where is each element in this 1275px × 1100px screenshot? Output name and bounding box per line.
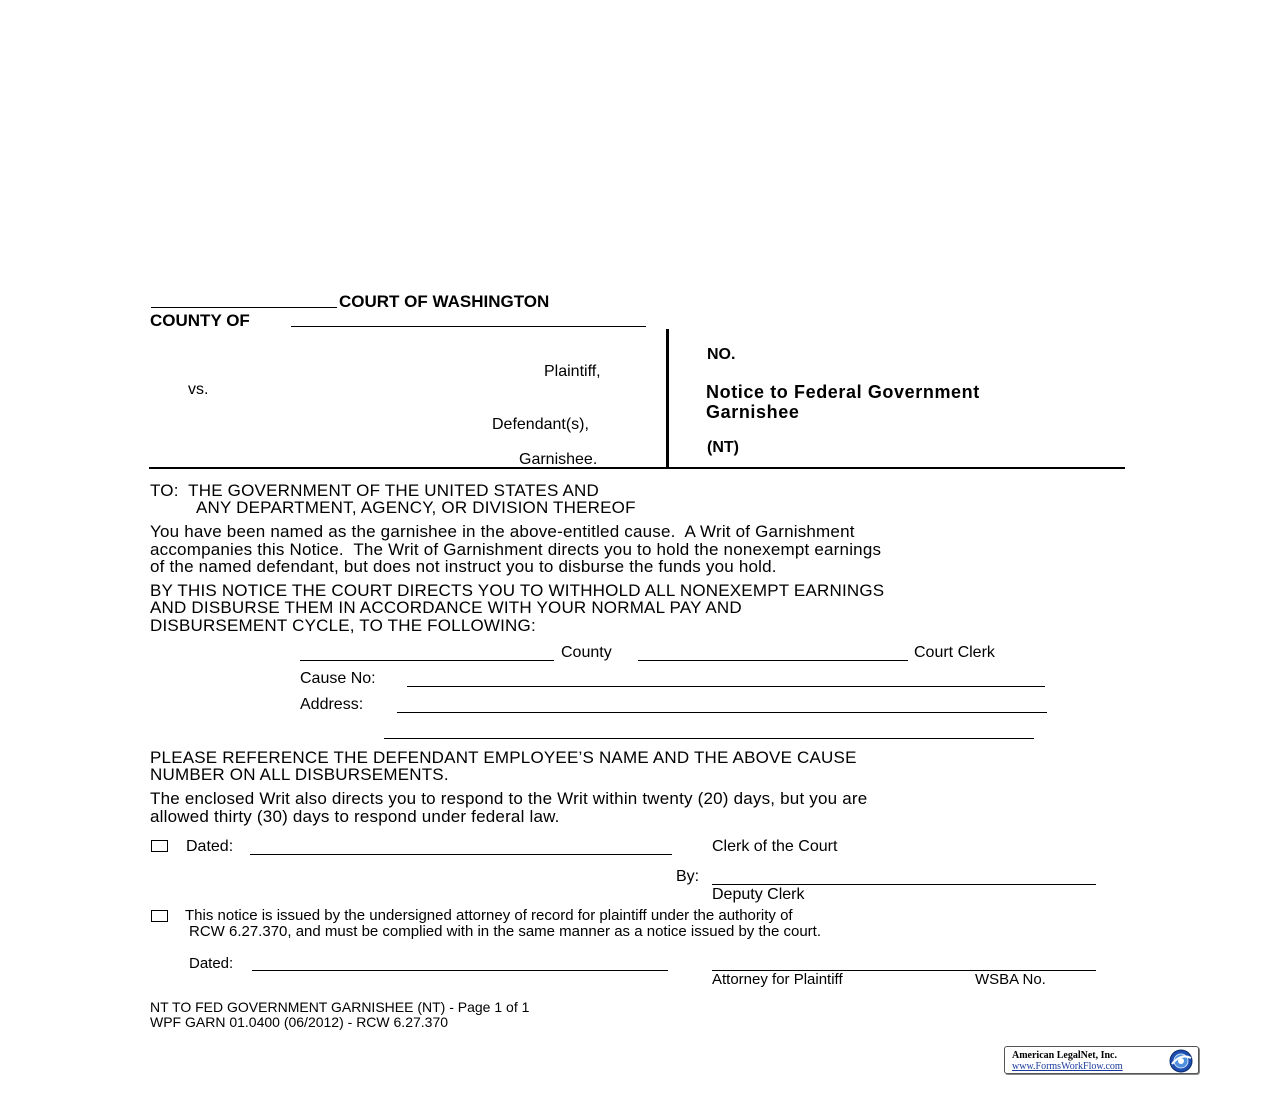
logo-website-link[interactable]: www.FormsWorkFlow.com <box>1012 1061 1123 1072</box>
attorney-dated-blank[interactable] <box>252 970 668 971</box>
globe-icon <box>1168 1048 1194 1074</box>
document-title-line1: Notice to Federal Government <box>706 382 980 402</box>
wsba-no-label: WSBA No. <box>975 971 1046 988</box>
plaintiff-label: Plaintiff, <box>544 363 601 380</box>
payee-clerk-blank[interactable] <box>638 660 908 661</box>
cause-no-label: Cause No: <box>300 670 376 687</box>
clerk-dated-label: Dated: <box>186 838 234 855</box>
para2-line3: DISBURSEMENT CYCLE, TO THE FOLLOWING: <box>150 616 536 635</box>
document-code: (NT) <box>707 439 739 456</box>
attorney-dated-label: Dated: <box>189 955 234 972</box>
case-number-label: NO. <box>707 346 736 363</box>
attorney-notice-line1: This notice is issued by the undersigned attorney of record for plaintiff under the authority of <box>185 907 793 924</box>
county-label: COUNTY OF <box>150 311 250 330</box>
deputy-clerk-label: Deputy Clerk <box>712 886 805 903</box>
caption-bottom-rule <box>149 467 1125 469</box>
address-blank-2[interactable] <box>384 738 1034 739</box>
attorney-issued-checkbox[interactable] <box>151 910 168 922</box>
para2-line1: BY THIS NOTICE THE COURT DIRECTS YOU TO WITHHOLD ALL NONEXEMPT EARNINGS <box>150 581 885 600</box>
document-title-line2: Garnishee <box>706 402 800 422</box>
cause-no-blank[interactable] <box>407 686 1045 687</box>
american-legalnet-logo[interactable] <box>1004 1046 1199 1074</box>
deputy-signature-blank[interactable] <box>712 884 1096 885</box>
address-blank-1[interactable] <box>397 712 1047 713</box>
logo-company-name: American LegalNet, Inc. <box>1012 1050 1117 1061</box>
para1-line3: of the named defendant, but does not instruct you to disburse the funds you hold. <box>150 557 777 576</box>
garnishee-label: Garnishee. <box>519 451 598 468</box>
para3-line2: NUMBER ON ALL DISBURSEMENTS. <box>150 765 449 784</box>
address-label: Address: <box>300 696 364 713</box>
defendant-label: Defendant(s), <box>492 416 589 433</box>
clerk-dated-blank[interactable] <box>250 854 672 855</box>
clerk-of-court-label: Clerk of the Court <box>712 838 838 855</box>
attorney-notice-line2: RCW 6.27.370, and must be complied with in the same manner as a notice issued by the court. <box>189 923 821 940</box>
county-name-blank[interactable] <box>291 326 646 327</box>
by-label: By: <box>676 868 700 885</box>
court-name-blank[interactable] <box>151 307 337 308</box>
court-title: COURT OF WASHINGTON <box>339 292 550 311</box>
payee-county-label: County <box>561 644 612 661</box>
payee-court-clerk-label: Court Clerk <box>914 644 995 661</box>
para2-line2: AND DISBURSE THEM IN ACCORDANCE WITH YOUR NORMAL PAY AND <box>150 598 742 617</box>
para4-line1: The enclosed Writ also directs you to respond to the Writ within twenty (20) days, but you are <box>150 789 868 808</box>
payee-county-blank[interactable] <box>300 660 554 661</box>
para1-line2: accompanies this Notice. The Writ of Garnishment directs you to hold the nonexempt earnings <box>150 540 882 559</box>
footer-line2: WPF GARN 01.0400 (06/2012) - RCW 6.27.370 <box>150 1014 449 1030</box>
vs-label: vs. <box>188 381 209 398</box>
attorney-for-plaintiff-label: Attorney for Plaintiff <box>712 971 843 988</box>
para4-line2: allowed thirty (30) days to respond under federal law. <box>150 807 560 826</box>
to-line-2: ANY DEPARTMENT, AGENCY, OR DIVISION THEREOF <box>196 498 636 517</box>
caption-vertical-divider <box>666 329 669 469</box>
to-line-1: TO: THE GOVERNMENT OF THE UNITED STATES AND <box>150 481 599 500</box>
footer-line1: NT TO FED GOVERNMENT GARNISHEE (NT) - Page 1 of 1 <box>150 999 530 1015</box>
clerk-issued-checkbox[interactable] <box>151 840 168 852</box>
para1-line1: You have been named as the garnishee in the above-entitled cause. A Writ of Garnishment <box>150 522 855 541</box>
para3-line1: PLEASE REFERENCE THE DEFENDANT EMPLOYEE’S NAME AND THE ABOVE CAUSE <box>150 748 857 767</box>
